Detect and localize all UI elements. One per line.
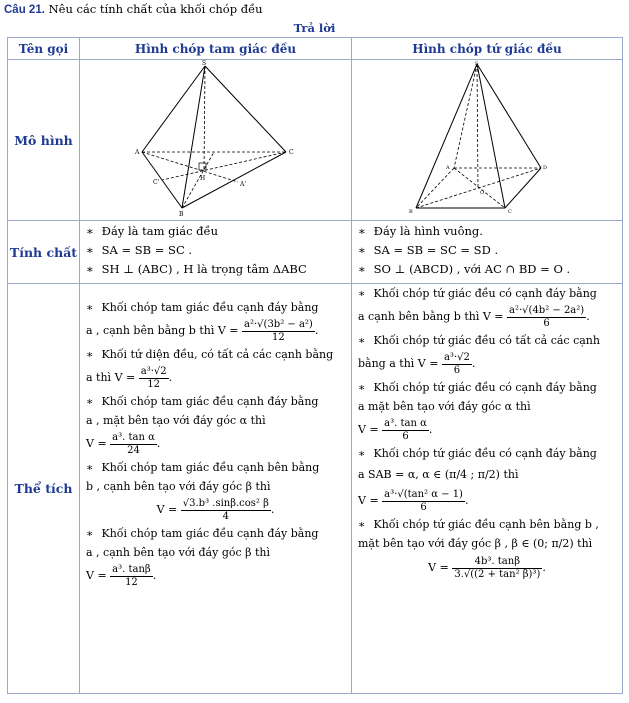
quad-prop-2: ∗ SA = SB = SC = SD . — [358, 243, 499, 257]
row-label-volume: Thể tích — [8, 284, 80, 694]
quad-vol-4b: a SAB = α, α ∈ (π/4 ; π/2) thì — [358, 468, 519, 481]
properties-table — [7, 37, 623, 694]
tri-vol-3-formula: $\frac{\text{a³. tan α}}{24}$ — [112, 431, 155, 456]
quad-vol-2-formula: $\frac{\text{a³·√2}}{6}$ — [443, 351, 470, 376]
square-pyramid-figure — [352, 60, 623, 217]
label-B: B — [179, 211, 184, 217]
quad-props-cell — [352, 221, 623, 284]
tri-vol-3b: a , mặt bên tạo với đáy góc α thì — [86, 414, 266, 427]
tri-vol-2-formula: $\frac{\text{a³·√2}}{12}$ — [140, 365, 167, 390]
quad-vol-5c: V = — [428, 561, 449, 574]
quad-vol-5b: mặt bên tạo với đáy góc β , β ∈ (0; π/2) thì — [358, 537, 593, 550]
tri-vol-5c: V = — [86, 569, 107, 582]
quad-vol-5-formula: $\frac{\text{4b³. tanβ}}{\text{3.√((2 + tan² β)³)}}$ — [454, 555, 541, 580]
quad-vol-1a: Khối chóp tứ giác đều có cạnh đáy bằng — [373, 287, 597, 300]
quad-vol-3c: V = — [358, 423, 379, 436]
tri-vol-5a: Khối chóp tam giác đều cạnh đáy bằng — [101, 527, 319, 540]
quad-vol-1b: a cạnh bên bằng b thì V = — [358, 310, 504, 323]
quad-model-cell — [352, 60, 623, 221]
qlabel-S: S — [475, 61, 479, 67]
quad-prop-3: ∗ SO ⊥ (ABCD) , với AC ∩ BD = O . — [358, 262, 571, 276]
triangular-pyramid-figure — [80, 60, 352, 217]
tri-volume-cell: ∗ Khối chóp tam giác đều cạnh đáy bằng a , cạnh bên bằng b thì V = $\frac{\text{a²·√(3b² − a²)}}{12}$ . ∗ Khối tứ diện đều, có tất cả các cạnh bằng a thì V = $\frac{\text{a³·√2}}{12}$ . ∗ Khối chóp tam giác đều cạnh đáy bằng a , mặt bên tạo với đáy góc α thì V = $\frac{\text{a³. tan α}}{24}$ . ∗ Khối chóp tam giác đều cạnh bên bằng b , cạnh bên tạo với đáy góc β thì V = $\frac{\text{√3.b³ .sinβ.cos² β}}{4}$ . ∗ Khối chóp tam giác đều cạnh đáy bằng a , cạnh bên tạo với đáy góc β thì V = $\frac{\text{a³. tanβ}}{12}$ . — [80, 284, 352, 694]
quad-vol-2b: bằng a thì V = — [358, 357, 439, 370]
quad-vol-3a: Khối chóp tứ giác đều có cạnh đáy bằng — [373, 381, 597, 394]
tri-vol-1-formula: $\frac{\text{a²·√(3b² − a²)}}{12}$ — [244, 318, 313, 343]
header-row — [8, 38, 623, 60]
tri-vol-4c: V = — [156, 503, 178, 516]
label-Cp: C' — [153, 179, 160, 186]
quad-vol-4-formula: $\frac{\text{a³·√(tan² α − 1)}}{6}$ — [384, 488, 463, 513]
quad-vol-4a: Khối chóp tứ giác đều có cạnh đáy bằng — [373, 447, 597, 460]
volume-row — [8, 284, 623, 694]
tri-vol-2a: Khối tứ diện đều, có tất cả các cạnh bằng — [101, 348, 334, 361]
tri-vol-1b: a , cạnh bên bằng b thì V = — [86, 324, 239, 337]
header-name: Tên gọi — [8, 38, 80, 60]
label-A: A — [135, 149, 140, 156]
label-Ap: A' — [240, 181, 246, 188]
label-S: S — [202, 60, 207, 67]
tri-vol-3c: V = — [86, 437, 107, 450]
tri-prop-1: ∗ Đáy là tam giác đều — [86, 224, 219, 238]
tri-model-cell — [80, 60, 352, 221]
tri-vol-1a: Khối chóp tam giác đều cạnh đáy bằng — [101, 301, 319, 314]
tri-vol-5b: a , cạnh bên tạo với đáy góc β thì — [86, 546, 271, 559]
quad-vol-1-formula: $\frac{\text{a²·√(4b² − 2a²)}}{6}$ — [509, 304, 585, 329]
tri-vol-4a: Khối chóp tam giác đều cạnh bên bằng — [101, 461, 320, 474]
row-label-model: Mô hình — [8, 60, 80, 221]
quad-volume-cell: ∗ Khối chóp tứ giác đều có cạnh đáy bằng a cạnh bên bằng b thì V = $\frac{\text{a²·√(4b² − 2a²)}}{6}$ . ∗ Khối chóp tứ giác đều có tất cả các cạnh bằng a thì V = $\frac{\text{a³·√2}}{6}$ . ∗ Khối chóp tứ giác đều có cạnh đáy bằng a mặt bên tạo với đáy góc α thì V = $\frac{\text{a³. tan α}}{6}$ . ∗ Khối chóp tứ giác đều có cạnh đáy bằng a SAB = α, α ∈ (π/4 ; π/2) thì V = $\frac{\text{a³·√(tan² α − 1)}}{6}$ . ∗ Khối chóp tứ giác đều cạnh bên bằng b , mặt bên tạo với đáy góc β , β ∈ (0; π/2) thì V = $\frac{\text{4b³. tanβ}}{\text{3.√((2 + tan² β)³)}}$ . — [352, 284, 623, 694]
qlabel-B: B — [409, 209, 413, 215]
tri-prop-3: ∗ SH ⊥ (ABC) , H là trọng tâm ΔABC — [86, 262, 307, 276]
question-number: Câu 21. — [4, 4, 45, 16]
question — [4, 2, 263, 16]
quad-vol-3-formula: $\frac{\text{a³. tan α}}{6}$ — [384, 417, 427, 442]
qlabel-C: C — [508, 209, 512, 215]
qlabel-O: O — [480, 190, 485, 196]
quad-vol-2a: Khối chóp tứ giác đều có tất cả các cạnh — [373, 334, 600, 347]
question-text: Nêu các tính chất của khối chóp đều — [48, 2, 263, 16]
tri-prop-2: ∗ SA = SB = SC . — [86, 243, 193, 257]
tri-vol-4b: b , cạnh bên tạo với đáy góc β thì — [86, 480, 271, 493]
properties-row — [8, 221, 623, 284]
quad-vol-4c: V = — [358, 494, 379, 507]
label-H: H — [200, 175, 206, 182]
label-C: C — [289, 149, 294, 156]
quad-prop-1: ∗ Đáy là hình vuông. — [358, 224, 483, 238]
header-tri: Hình chóp tam giác đều — [80, 38, 352, 60]
tri-vol-2b: a thì V = — [86, 371, 136, 384]
tri-vol-3a: Khối chóp tam giác đều cạnh đáy bằng — [101, 395, 319, 408]
tri-props-cell — [80, 221, 352, 284]
qlabel-A: A — [446, 165, 450, 171]
row-label-props: Tính chất — [8, 221, 80, 284]
header-quad: Hình chóp tứ giác đều — [352, 38, 623, 60]
answer-title: Trả lời — [293, 21, 336, 35]
tri-vol-5-formula: $\frac{\text{a³. tanβ}}{12}$ — [112, 563, 151, 588]
model-row — [8, 60, 623, 221]
quad-vol-3b: a mặt bên tạo với đáy góc α thì — [358, 400, 531, 413]
qlabel-D: D — [543, 165, 548, 171]
tri-vol-4-formula: $\frac{\text{√3.b³ .sinβ.cos² β}}{4}$ — [182, 497, 269, 522]
quad-vol-5a: Khối chóp tứ giác đều cạnh bên bằng b , — [373, 518, 599, 531]
